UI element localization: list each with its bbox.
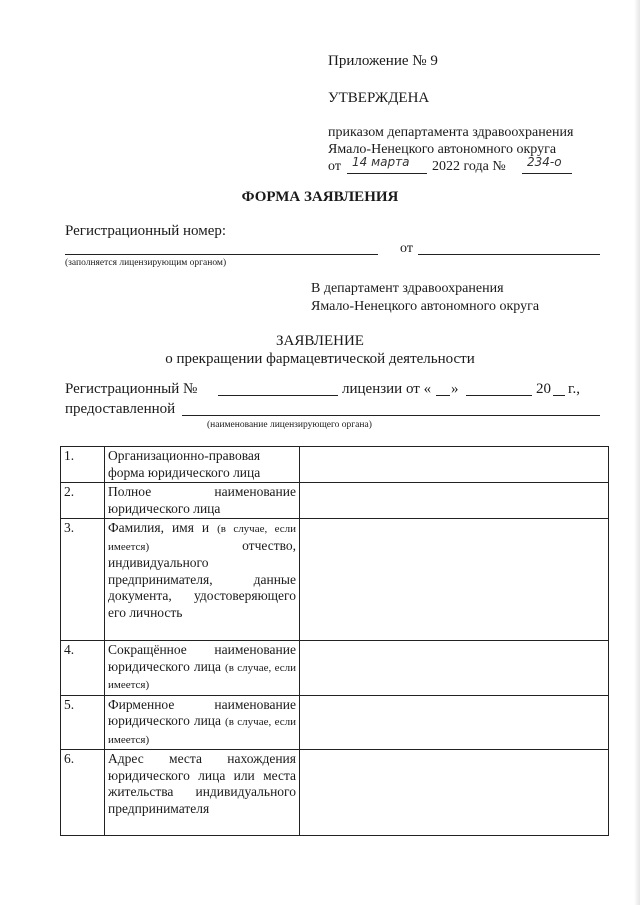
order-date-suffix: 2022 года № <box>432 159 506 174</box>
table-row <box>61 641 609 696</box>
registration-note: (заполняется лицензирующим органом) <box>65 258 227 268</box>
row-label-group <box>105 695 300 750</box>
license-granted-note: (наименование лицензирующего органа) <box>207 420 372 430</box>
row-value-cell[interactable] <box>300 695 609 750</box>
row-label-group <box>105 519 300 641</box>
license-granted-underline <box>182 415 600 416</box>
license-granted-label: предоставленной <box>65 401 176 417</box>
row-label-note: (в случае, если имеется) <box>108 661 297 691</box>
row-number: 4. <box>61 641 105 696</box>
license-year-underline <box>553 395 565 396</box>
order-date-handwritten: 14 марта <box>352 155 410 169</box>
row-number: 5. <box>61 695 105 750</box>
statement-subtitle: о прекращении фармацевтической деятельности <box>165 351 475 367</box>
row-label: Организационно-правовая форма юридического лица <box>105 447 300 483</box>
row-label: Адрес места нахождения юридического лица или места жительства индивидуального предпринимателя <box>105 750 300 836</box>
table-row <box>61 483 609 519</box>
row-number: 6. <box>61 750 105 836</box>
row-value-cell[interactable] <box>300 519 609 641</box>
scan-edge-shadow <box>634 0 640 905</box>
table-row <box>61 750 609 836</box>
license-from-label: лицензии от « <box>342 381 432 397</box>
row-number: 3. <box>61 519 105 641</box>
row-label-continued: отчество, индивидуального предпринимателя, данные документа, удостоверяющего его личность <box>108 537 296 620</box>
approved-label: УТВЕРЖДЕНА <box>328 90 430 106</box>
row-label: Полное наименование юридического лица <box>105 483 300 519</box>
order-line-2: Ямало-Ненецкого автономного округа <box>328 142 557 157</box>
registration-number-underline <box>65 254 378 255</box>
order-number-underline <box>522 173 572 174</box>
license-quote-close: » <box>451 381 459 397</box>
form-title <box>0 188 640 206</box>
registration-from: от <box>400 241 413 256</box>
order-line-1: приказом департамента здравоохранения <box>328 125 574 140</box>
form-title-text: ФОРМА ЗАЯВЛЕНИЯ <box>241 189 399 205</box>
order-number-handwritten: 234-о <box>527 155 562 169</box>
row-number: 1. <box>61 447 105 483</box>
table-row <box>61 519 609 641</box>
row-label-note: (в случае, если имеется) <box>108 523 296 553</box>
row-label: Фирменное наименование юридического лица <box>108 696 296 728</box>
row-number: 2. <box>61 483 105 519</box>
table-row <box>61 447 609 483</box>
recipient-line-2: Ямало-Ненецкого автономного округа <box>311 299 540 314</box>
row-value-cell[interactable] <box>300 483 609 519</box>
statement-title: ЗАЯВЛЕНИЕ <box>276 333 364 349</box>
registration-date-underline <box>418 254 600 255</box>
license-reg-label: Регистрационный № <box>65 381 198 397</box>
license-year-prefix: 20 <box>536 381 551 397</box>
order-date-prefix: от <box>328 159 341 174</box>
row-label-note: (в случае, если имеется) <box>108 716 297 746</box>
row-label-group <box>105 641 300 696</box>
order-date-underline <box>347 173 427 174</box>
row-label: Сокращённое наименование юридического лица <box>108 642 296 674</box>
license-day-underline <box>436 395 450 396</box>
table-row <box>61 695 609 750</box>
appendix-number: Приложение № 9 <box>328 53 438 69</box>
registration-label: Регистрационный номер: <box>65 223 227 239</box>
row-value-cell[interactable] <box>300 447 609 483</box>
license-reg-underline <box>218 395 338 396</box>
license-month-underline <box>466 395 532 396</box>
application-table <box>60 446 609 836</box>
row-value-cell[interactable] <box>300 750 609 836</box>
row-value-cell[interactable] <box>300 641 609 696</box>
recipient-line-1: В департамент здравоохранения <box>311 281 504 296</box>
license-year-suffix: г., <box>568 381 580 397</box>
row-label: Фамилия, имя и <box>108 520 210 535</box>
